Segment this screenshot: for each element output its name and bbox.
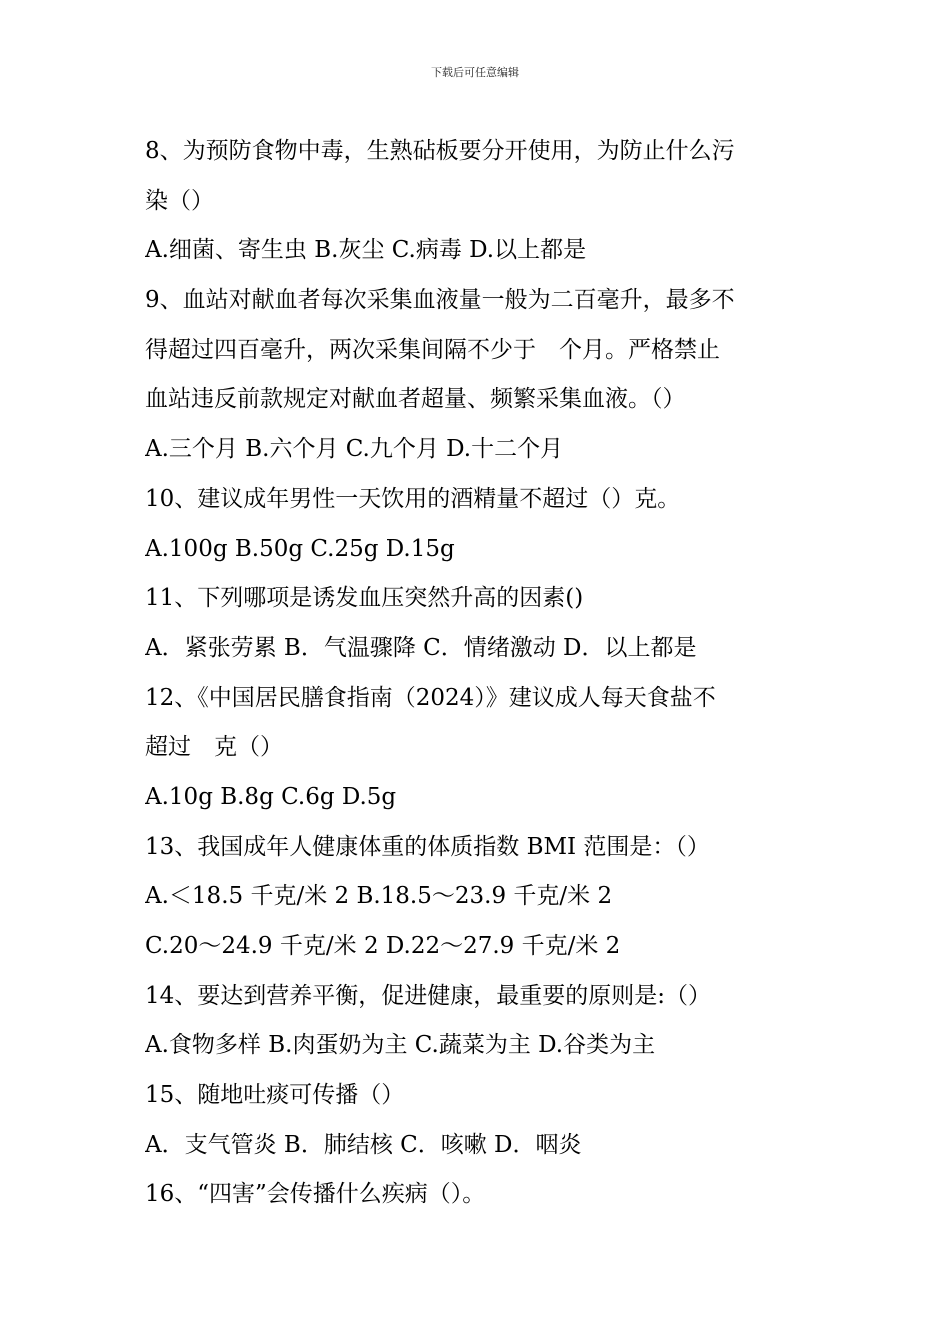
question-8-options: A.细菌、寄生虫 B.灰尘 C.病毒 D.以上都是 xyxy=(145,237,587,264)
page-header: 下载后可任意编辑 xyxy=(431,66,519,79)
question-9-line-2: 得超过四百毫升，两次采集间隔不少于 个月。严格禁止 xyxy=(145,336,720,363)
question-10: 10、建议成年男性一天饮用的酒精量不超过（）克。 xyxy=(145,485,681,512)
question-10-options: A.100g B.50g C.25g D.15g xyxy=(145,535,455,562)
question-8-line-2: 染（） xyxy=(145,187,214,214)
question-14-options: A.食物多样 B.肉蛋奶为主 C.蔬菜为主 D.谷类为主 xyxy=(145,1032,656,1059)
document-body xyxy=(145,127,813,1220)
question-12-options: A.10g B.8g C.6g D.5g xyxy=(145,783,397,810)
question-9-options: A.三个月 B.六个月 C.九个月 D.十二个月 xyxy=(145,436,564,463)
question-9-line-3: 血站违反前款规定对献血者超量、频繁采集血液。（） xyxy=(145,386,686,413)
question-11-options: A．紧张劳累 B．气温骤降 C．情绪激动 D．以上都是 xyxy=(145,634,697,661)
question-12-line-2: 超过 克（） xyxy=(145,734,283,761)
question-13: 13、我国成年人健康体重的体质指数 BMI 范围是：（） xyxy=(145,833,710,860)
question-16: 16、“四害”会传播什么疾病（）。 xyxy=(145,1181,486,1208)
question-12-line-1: 12、《中国居民膳食指南（2024）》建议成人每天食盐不 xyxy=(145,684,716,711)
question-13-options-1: A.＜18.5 千克/米 2 B.18.5～23.9 千克/米 2 xyxy=(145,883,613,910)
question-8-line-1: 8、为预防食物中毒，生熟砧板要分开使用，为防止什么污 xyxy=(145,138,735,164)
question-13-options-2: C.20～24.9 千克/米 2 D.22～27.9 千克/米 2 xyxy=(145,933,621,959)
question-15-options: A．支气管炎 B．肺结核 C．咳嗽 D．咽炎 xyxy=(145,1131,582,1158)
question-15: 15、随地吐痰可传播（） xyxy=(145,1082,405,1109)
question-11: 11、下列哪项是诱发血压突然升高的因素() xyxy=(145,585,584,612)
question-9-line-1: 9、血站对献血者每次采集血液量一般为二百毫升，最多不 xyxy=(145,287,735,314)
question-14: 14、要达到营养平衡，促进健康，最重要的原则是:（） xyxy=(145,982,712,1009)
